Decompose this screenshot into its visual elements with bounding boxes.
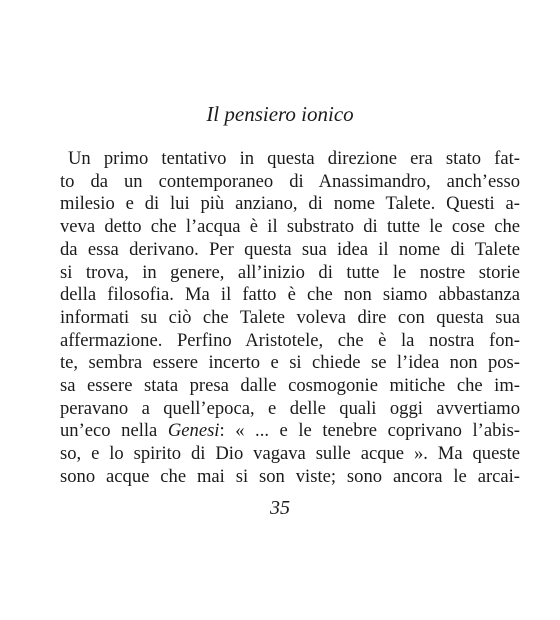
page-number: 35 xyxy=(270,497,290,519)
text-line: da essa derivano. Per questa sua idea il nome di Talete xyxy=(60,238,520,260)
text-line: milesio e di lui più anziano, di nome Talete. Questi a- xyxy=(60,193,520,215)
text-line xyxy=(60,420,520,443)
body-paragraph xyxy=(60,148,520,489)
text-line: si trova, in genere, all’inizio di tutte le nostre storie xyxy=(60,261,520,283)
text-segment: : « ... e le tenebre coprivano l’abis- xyxy=(219,420,520,442)
text-line: sa essere stata presa dalle cosmogonie mitiche che im- xyxy=(60,375,520,397)
text-line: della filosofia. Ma il fatto è che non siamo abbastanza xyxy=(60,284,520,306)
text-line: veva detto che l’acqua è il substrato di tutte le cose che xyxy=(60,216,520,238)
section-title: Il pensiero ionico xyxy=(206,102,354,126)
text-line: sono acque che mai si son viste; sono ancora le arcai- xyxy=(60,465,520,487)
text-line: affermazione. Perfino Aristotele, che è la nostra fon- xyxy=(60,329,520,351)
text-line: peravano a quell’epoca, e delle quali oggi avvertiamo xyxy=(60,397,520,419)
text-line: informati su ciò che Talete voleva dire con questa sua xyxy=(60,306,520,328)
text-line: Un primo tentativo in questa direzione era stato fat- xyxy=(68,148,520,169)
text-line: so, e lo spirito di Dio vagava sulle acque ». Ma queste xyxy=(60,443,520,465)
text-line: to da un contemporaneo di Anassimandro, anch’esso xyxy=(60,170,520,192)
text-segment: un’eco nella xyxy=(60,420,168,442)
book-title-italic: Genesi xyxy=(167,420,220,442)
text-line: te, sembra essere incerto e si chiede se l’idea non pos- xyxy=(60,352,520,374)
